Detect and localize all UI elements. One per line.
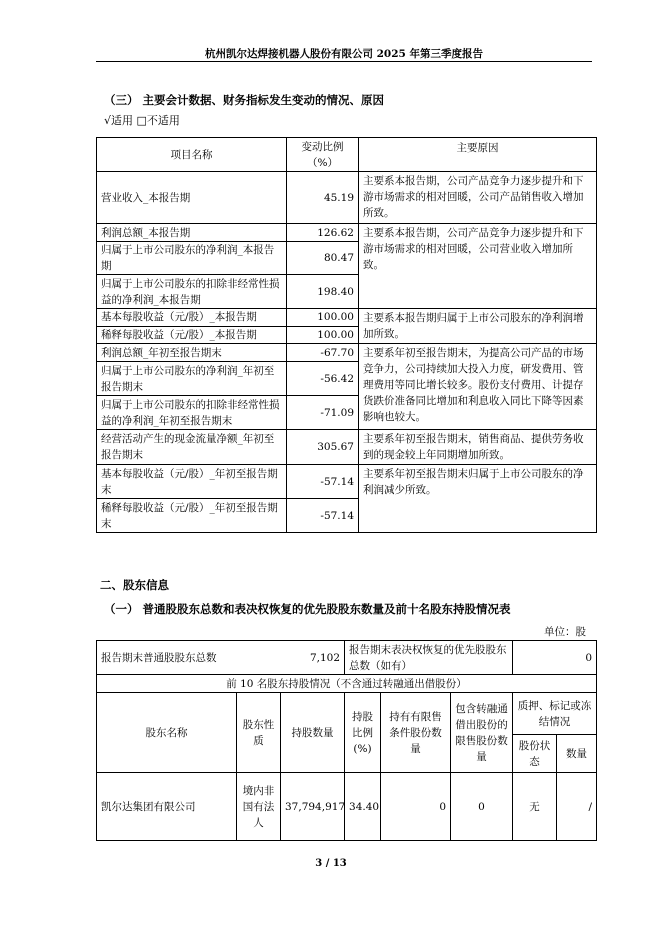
- col-header-qty: 持股数量: [281, 693, 345, 773]
- section2-title: 二、股东信息: [100, 578, 169, 592]
- total-shareholders-label: 报告期末普通股股东总数: [101, 651, 217, 664]
- row-ratio: 198.40: [287, 275, 359, 309]
- shareholder-lending: 0: [451, 773, 513, 841]
- row-ratio: -67.70: [287, 344, 359, 362]
- row-name: 稀释每股收益（元/股）_本报告期: [97, 326, 287, 344]
- row-ratio: 45.19: [287, 172, 359, 224]
- section2-subtitle: （一） 普通股股东总数和表决权恢复的优先股股东数量及前十名股东持股情况表: [104, 602, 511, 616]
- row-name: 归属于上市公司股东的净利润_本报告期: [97, 242, 287, 275]
- section3-title: （三） 主要会计数据、财务指标发生变动的情况、原因: [104, 93, 385, 107]
- row-reason: 主要系年初至报告期末，销售商品、提供劳务收到的现金较上年同期增加所致。: [359, 430, 597, 465]
- top10-title: 前 10 名股东持股情况（不含通过转融通出借股份）: [97, 675, 597, 693]
- row-name: 基本每股收益（元/股）_本报告期: [97, 309, 287, 327]
- total-shareholders-cell: [97, 641, 345, 675]
- row-reason: 主要系本报告期，公司产品竞争力逐步提升和下游市场需求的相对回暖，公司营业收入增加所致。: [359, 224, 597, 309]
- row-name: 基本每股收益（元/股）_年初至报告期末: [97, 465, 287, 499]
- col-header-pledge: 质押、标记或冻结情况: [513, 693, 597, 735]
- row-name: 归属于上市公司股东的净利润_年初至报告期末: [97, 362, 287, 396]
- total-shareholders-value: 7,102: [309, 651, 341, 664]
- table-row: [97, 773, 597, 841]
- row-name: 归属于上市公司股东的扣除非经常性损益的净利润_本报告期: [97, 275, 287, 309]
- report-header-title: 杭州凯尔达焊接机器人股份有限公司 2025 年第三季度报告: [204, 48, 484, 60]
- shareholder-table: [96, 640, 597, 841]
- header-rule: [96, 61, 592, 62]
- row-name: 经营活动产生的现金流量净额_年初至报告期末: [97, 430, 287, 465]
- row-ratio: 126.62: [287, 224, 359, 242]
- shareholder-nature: 境内非国有法人: [237, 773, 281, 841]
- header-reason: 主要原因: [359, 138, 597, 172]
- row-ratio: 100.00: [287, 326, 359, 344]
- row-reason: 主要系本报告期归属于上市公司股东的净利润增加所致。: [359, 309, 597, 344]
- row-name: 归属于上市公司股东的扣除非经常性损益的净利润_年初至报告期末: [97, 396, 287, 430]
- header-change-ratio: 变动比例（%）: [287, 138, 359, 172]
- col-header-count: 数量: [557, 735, 597, 773]
- shareholder-count: /: [557, 773, 597, 841]
- shareholder-name: 凯尔达集团有限公司: [97, 773, 237, 841]
- row-ratio: -56.42: [287, 362, 359, 396]
- row-ratio: 100.00: [287, 309, 359, 327]
- row-ratio: 305.67: [287, 430, 359, 465]
- shareholder-restricted: 0: [381, 773, 451, 841]
- row-reason: 主要系本报告期，公司产品竞争力逐步提升和下游市场需求的相对回暖，公司产品销售收入增加所致。: [359, 172, 597, 224]
- row-name: 营业收入_本报告期: [97, 172, 287, 224]
- row-reason: 主要系年初至报告期末，为提高公司产品的市场竞争力，公司持续加大投入力度，研发费用、管理费用等同比增长较多。股份支付费用、计提存货跌价准备同比增加和利息收入同比下降等因素影响也较大。: [359, 344, 597, 430]
- shareholder-status: 无: [513, 773, 557, 841]
- col-header-name: 股东名称: [97, 693, 237, 773]
- col-header-lending: 包含转融通借出股份的限售股份数量: [451, 693, 513, 773]
- unit-label: 单位：股: [544, 626, 586, 638]
- page-number: 3 / 13: [315, 858, 347, 869]
- row-name: 稀释每股收益（元/股）_年初至报告期末: [97, 499, 287, 533]
- row-name: 利润总额_年初至报告期末: [97, 344, 287, 362]
- header-item-name: 项目名称: [97, 138, 287, 172]
- col-header-nature: 股东性质: [237, 693, 281, 773]
- financial-changes-table: [96, 137, 597, 533]
- col-header-restricted: 持有有限售条件股份数量: [381, 693, 451, 773]
- row-ratio: -57.14: [287, 465, 359, 499]
- row-ratio: -57.14: [287, 499, 359, 533]
- applicable-checkbox-line: √适用 □不适用: [104, 114, 180, 127]
- row-name: 利润总额_本报告期: [97, 224, 287, 242]
- col-header-status: 股份状态: [513, 735, 557, 773]
- shareholder-ratio: 34.40: [345, 773, 381, 841]
- preferred-shareholders-label: 报告期末表决权恢复的优先股股东总数（如有）: [345, 641, 513, 675]
- shareholder-qty: 37,794,917: [281, 773, 345, 841]
- row-ratio: 80.47: [287, 242, 359, 275]
- col-header-ratio: 持股比例(%): [345, 693, 381, 773]
- row-ratio: -71.09: [287, 396, 359, 430]
- preferred-shareholders-value: 0: [513, 641, 597, 675]
- row-reason: 主要系年初至报告期末归属于上市公司股东的净利润减少所致。: [359, 465, 597, 533]
